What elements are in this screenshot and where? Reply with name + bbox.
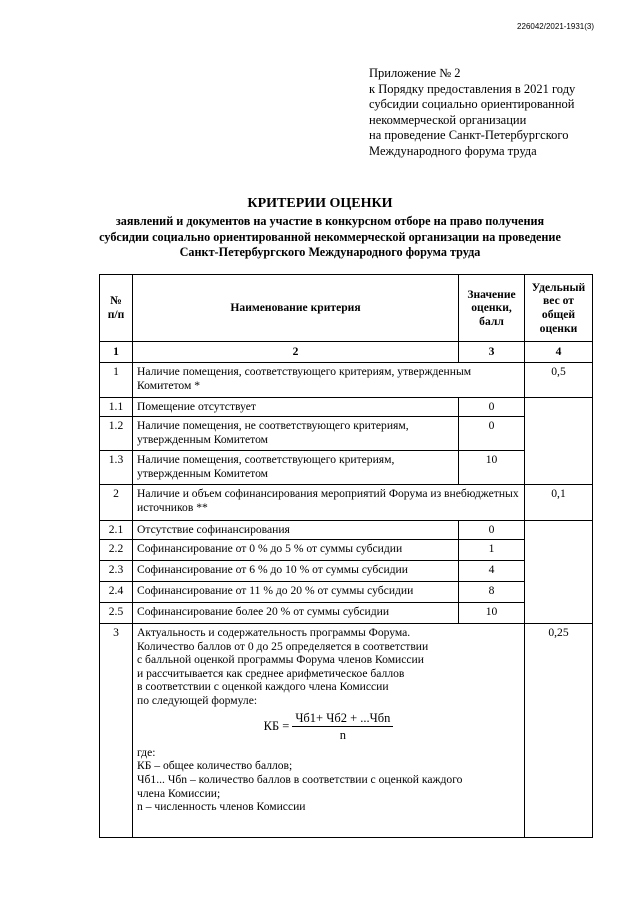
- annex-line: на проведение Санкт-Петербургского: [369, 128, 569, 143]
- annex-line: Приложение № 2: [369, 66, 461, 80]
- criterion-weight: 0,5: [525, 363, 593, 398]
- table-row: [100, 624, 593, 838]
- subtitle-line: субсидии социально ориентированной некоммерческой организации на проведение: [99, 229, 561, 244]
- description-line: и рассчитывается как среднее арифметическое баллов: [137, 666, 405, 680]
- annex-line: Международного форума труда: [369, 143, 537, 158]
- criterion-value: 4: [459, 561, 525, 582]
- score-formula: [137, 712, 520, 743]
- row-number: 1.3: [100, 451, 133, 485]
- criterion-value: 10: [459, 603, 525, 624]
- row-number: 2.5: [100, 603, 133, 624]
- table-row: [100, 485, 593, 521]
- document-subtitle: [66, 214, 594, 261]
- description-line: Чб1... Чбn – количество баллов в соответствии с оценкой каждого: [137, 772, 463, 786]
- criterion-name: Софинансирование от 0 % до 5 % от суммы субсидии: [133, 540, 459, 561]
- table-row: [100, 521, 593, 540]
- col-number: 1: [100, 342, 133, 363]
- table-row: [100, 398, 593, 417]
- criterion-name: [133, 624, 525, 838]
- criterion-name: Наличие помещения, не соответствующего критериям, утвержденным Комитетом: [133, 417, 459, 451]
- col-number: 4: [525, 342, 593, 363]
- description-line: Количество баллов от 0 до 25 определяется в соответствии: [137, 639, 429, 653]
- empty-weight-cell: [525, 398, 593, 485]
- annex-block: [369, 66, 619, 160]
- description-line: КБ – общее количество баллов;: [137, 759, 293, 773]
- annex-line: субсидии социально ориентированной: [369, 97, 575, 112]
- table-row: [100, 451, 593, 485]
- row-number: 2.2: [100, 540, 133, 561]
- criterion-value: 0: [459, 398, 525, 417]
- table-row: [100, 582, 593, 603]
- annex-line: к Порядку предоставления в 2021 году: [369, 81, 576, 96]
- col-number: 2: [133, 342, 459, 363]
- description-line: по следующей формуле:: [137, 693, 258, 707]
- row-number: 1: [100, 363, 133, 398]
- document-number: 226042/2021-1931(3): [517, 22, 594, 31]
- annex-line: некоммерческой организации: [369, 112, 527, 127]
- row-number: 2: [100, 485, 133, 521]
- criterion-value: 0: [459, 417, 525, 451]
- criterion-name: Отсутствие софинансирования: [133, 521, 459, 540]
- criterion-name: Софинансирование более 20 % от суммы субсидии: [133, 603, 459, 624]
- header-name: Наименование критерия: [133, 275, 459, 342]
- table-row: [100, 561, 593, 582]
- header-weight: Удельный вес от общей оценки: [525, 275, 593, 342]
- description-line: где:: [137, 745, 156, 759]
- criterion-value: 1: [459, 540, 525, 561]
- description-line: с балльной оценкой программы Форума членов Комиссии: [137, 653, 424, 667]
- criterion-value: 10: [459, 451, 525, 485]
- criterion-name: Софинансирование от 6 % до 10 % от суммы субсидии: [133, 561, 459, 582]
- subtitle-line: заявлений и документов на участие в конкурсном отборе на право получения: [115, 214, 545, 228]
- formula-numerator: Чб1+ Чб2 + ...Чбn: [292, 712, 393, 728]
- formula-denominator: n: [339, 728, 346, 743]
- row-number: 3: [100, 624, 133, 838]
- row-number: 1.2: [100, 417, 133, 451]
- row-number: 2.4: [100, 582, 133, 603]
- description-line: члена Комиссии;: [137, 786, 221, 800]
- header-num: № п/п: [100, 275, 133, 342]
- column-number-row: [100, 342, 593, 363]
- description-line: Актуальность и содержательность программы Форума.: [137, 626, 411, 639]
- criterion-value: 8: [459, 582, 525, 603]
- criterion-name: Помещение отсутствует: [133, 398, 459, 417]
- table-row: [100, 417, 593, 451]
- table-row: [100, 603, 593, 624]
- table-row: [100, 540, 593, 561]
- criterion-name: Наличие помещения, соответствующего критериям, утвержденным Комитетом: [133, 451, 459, 485]
- criterion-name: Наличие помещения, соответствующего критериям, утвержденным Комитетом *: [133, 363, 525, 398]
- subtitle-line: Санкт-Петербургского Международного форума труда: [179, 245, 481, 259]
- header-value: Значение оценки, балл: [459, 275, 525, 342]
- col-number: 3: [459, 342, 525, 363]
- criteria-table: [99, 274, 593, 838]
- criterion-weight: 0,25: [525, 624, 593, 838]
- criterion-name: Софинансирование от 11 % до 20 % от суммы субсидии: [133, 582, 459, 603]
- description-line: в соответствии с оценкой каждого члена Комиссии: [137, 680, 389, 694]
- criterion-value: 0: [459, 521, 525, 540]
- criterion-name: Наличие и объем софинансирования мероприятий Форума из внебюджетных источников **: [133, 485, 525, 521]
- formula-fraction: [292, 712, 393, 743]
- empty-weight-cell: [525, 521, 593, 624]
- row-number: 2.3: [100, 561, 133, 582]
- row-number: 2.1: [100, 521, 133, 540]
- table-row: [100, 363, 593, 398]
- header-row: [100, 275, 593, 342]
- row-number: 1.1: [100, 398, 133, 417]
- formula-lhs: КБ =: [263, 719, 290, 734]
- description-line: n – численность членов Комиссии: [137, 800, 306, 814]
- criterion-weight: 0,1: [525, 485, 593, 521]
- document-title: КРИТЕРИИ ОЦЕНКИ: [247, 196, 393, 211]
